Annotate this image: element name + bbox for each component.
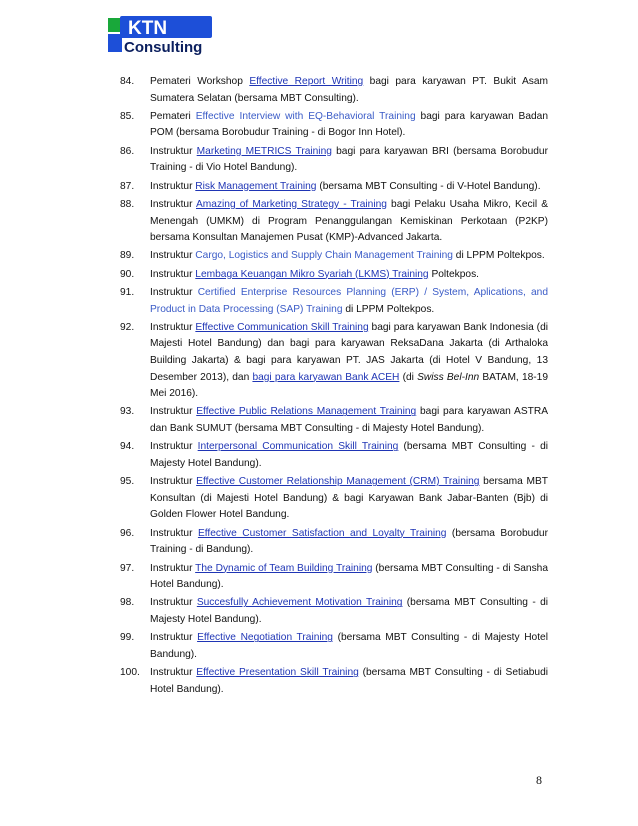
item-text: Instruktur — [150, 562, 196, 574]
training-link[interactable]: Effective Report Writing — [249, 76, 364, 87]
item-text: Instruktur — [150, 632, 198, 644]
item-text: di LPPM Poltekpos. — [342, 303, 435, 315]
training-link[interactable]: Effective Negotiation Training — [197, 632, 333, 644]
item-number: 93. — [120, 406, 135, 418]
training-link[interactable]: Effective Interview with EQ-Behavioral Training — [195, 110, 416, 122]
item-text: Pemateri — [150, 110, 196, 122]
training-link[interactable]: Risk Management Training — [195, 180, 317, 192]
item-text: Instruktur — [150, 268, 196, 280]
item-number: 96. — [120, 527, 135, 539]
item-text: Instruktur — [150, 406, 197, 418]
list-item — [120, 179, 548, 196]
item-text: bagi Pelaku Usaha Mikro, Kecil & Menengah (UMKM) di Program Penanggulangan Kemiskinan Perkotaan (P2KP) bersama Konsultan Manajemen Pusat (KMP)-Advanced Jakarta. — [150, 198, 548, 244]
list-item — [120, 285, 548, 318]
list-item — [120, 197, 548, 247]
item-number: 98. — [120, 597, 135, 609]
item-text: (bersama MBT Consulting - di Majesty Hotel Bandung). — [150, 632, 548, 660]
training-link[interactable]: Interpersonal Communication Skill Training — [197, 441, 399, 453]
item-text: Instruktur — [150, 198, 196, 210]
logo-graphic — [108, 14, 220, 56]
item-text: Instruktur — [150, 476, 197, 488]
item-text: Instruktur — [150, 250, 196, 262]
item-text: (bersama MBT Consulting - di Setiabudi Hotel Bandung). — [150, 667, 549, 695]
list-item — [120, 595, 548, 628]
item-text: (bersama MBT Consulting - di Majesty Hotel Bandung). — [150, 597, 548, 626]
training-link[interactable]: The Dynamic of Team Building Training — [195, 562, 373, 574]
item-number: 92. — [120, 321, 135, 333]
list-item — [120, 267, 548, 284]
item-number: 91. — [120, 286, 135, 298]
item-text: (di — [399, 371, 418, 383]
list-item — [120, 248, 548, 265]
item-text: bagi para karyawan Bank Indonesia (di Majesti Hotel Bandung) dan bagi para karyawan ReksaDana Jakarta (di Arthaloka Building Jakarta) & bagi para karyawan PT. JAS Jakarta (di Hotel V Bandung, 13 Desember 2013), dan — [150, 321, 548, 383]
list-item — [120, 665, 548, 698]
item-text: (bersama MBT Consulting - di V-Hotel Bandung). — [316, 180, 541, 192]
training-link[interactable]: Effective Public Relations Management Training — [196, 406, 417, 418]
list-item — [120, 144, 548, 177]
training-link[interactable]: Certified Enterprise Resources Planning (ERP) / System, Aplications, and Product in Data Processing (SAP) Training — [150, 286, 548, 315]
item-text: di LPPM Poltekpos. — [452, 250, 545, 262]
item-text: Instruktur — [150, 145, 197, 157]
logo-text-top: KTN — [128, 18, 168, 39]
item-number: 89. — [120, 250, 135, 262]
logo-text-bottom: Consulting — [124, 39, 203, 56]
item-text: Instruktur — [150, 667, 197, 679]
training-list — [120, 74, 548, 700]
item-text: (bersama Borobudur Training - di Bandung). — [150, 527, 548, 556]
list-item — [120, 320, 548, 403]
list-item — [120, 474, 548, 524]
item-text: BATAM, 18-19 Mei 2016). — [150, 371, 549, 400]
training-link[interactable]: Cargo, Logistics and Supply Chain Management Training — [195, 250, 453, 262]
training-link[interactable]: Marketing METRICS Training — [196, 145, 332, 157]
item-number: 99. — [120, 632, 135, 644]
training-link[interactable]: Effective Communication Skill Training — [195, 321, 369, 333]
item-text: Instruktur — [150, 527, 198, 539]
item-text: bagi para karyawan Badan POM (bersama Borobudur Training - di Bogor Inn Hotel). — [150, 110, 548, 139]
item-text: Instruktur — [150, 286, 198, 298]
item-number: 95. — [120, 476, 135, 488]
item-text: Instruktur — [150, 441, 198, 453]
training-link[interactable]: Lembaga Keuangan Mikro Syariah (LKMS) Training — [195, 268, 429, 280]
item-text: Pemateri Workshop — [150, 76, 250, 87]
item-number: 90. — [120, 268, 135, 280]
item-text: Instruktur — [150, 597, 197, 609]
list-item — [120, 630, 548, 663]
training-link[interactable]: Succesfully Achievement Motivation Training — [196, 597, 403, 609]
page-number: 8 — [536, 773, 542, 787]
list-item — [120, 561, 548, 594]
list-item — [120, 439, 548, 472]
item-number: 88. — [120, 198, 135, 210]
item-number: 100. — [120, 667, 140, 679]
bank-aceh-link[interactable]: bagi para karyawan Bank ACEH — [252, 371, 400, 383]
item-text: bagi para karyawan BRI (bersama Borobudur Training - di Vio Hotel Bandung). — [150, 145, 548, 174]
training-link[interactable]: Effective Customer Satisfaction and Loyalty Training — [197, 527, 447, 539]
item-text: bagi para karyawan PT. Bukit Asam Sumatera Selatan (bersama MBT Consulting). — [150, 76, 548, 104]
item-text: bersama MBT Konsultan (di Majesti Hotel Bandung) & bagi Karyawan Bank Jabar-Banten (Bjb) di Golden Flower Hotel Bandung. — [150, 476, 549, 521]
list-item — [120, 74, 548, 107]
venue-italic: Swiss Bel-Inn — [417, 371, 480, 383]
item-number: 85. — [120, 110, 135, 122]
training-link[interactable]: Amazing of Marketing Strategy - Training — [196, 198, 387, 210]
ktn-consulting-logo — [108, 14, 220, 56]
item-text: bagi para karyawan ASTRA dan Bank SUMUT (bersama MBT Consulting - di Majesty Hotel Bandung). — [150, 406, 548, 435]
item-text: Instruktur — [150, 321, 196, 333]
item-number: 84. — [120, 76, 135, 87]
list-item — [120, 526, 548, 559]
item-number: 86. — [120, 145, 135, 157]
item-text: (bersama MBT Consulting - di Majesty Hotel Bandung). — [150, 441, 548, 469]
logo-blue-square — [108, 34, 122, 52]
item-number: 97. — [120, 562, 135, 574]
training-link[interactable]: Effective Customer Relationship Management (CRM) Training — [196, 476, 480, 488]
item-text: Instruktur — [150, 180, 196, 192]
list-item — [120, 404, 548, 437]
item-text: (bersama MBT Consulting - di Sansha Hotel Bandung). — [150, 562, 549, 591]
item-number: 94. — [120, 441, 135, 453]
logo-green-square — [108, 18, 122, 32]
item-number: 87. — [120, 180, 135, 192]
list-item — [120, 109, 548, 142]
item-text: Poltekpos. — [428, 268, 480, 280]
training-link[interactable]: Effective Presentation Skill Training — [196, 667, 359, 679]
